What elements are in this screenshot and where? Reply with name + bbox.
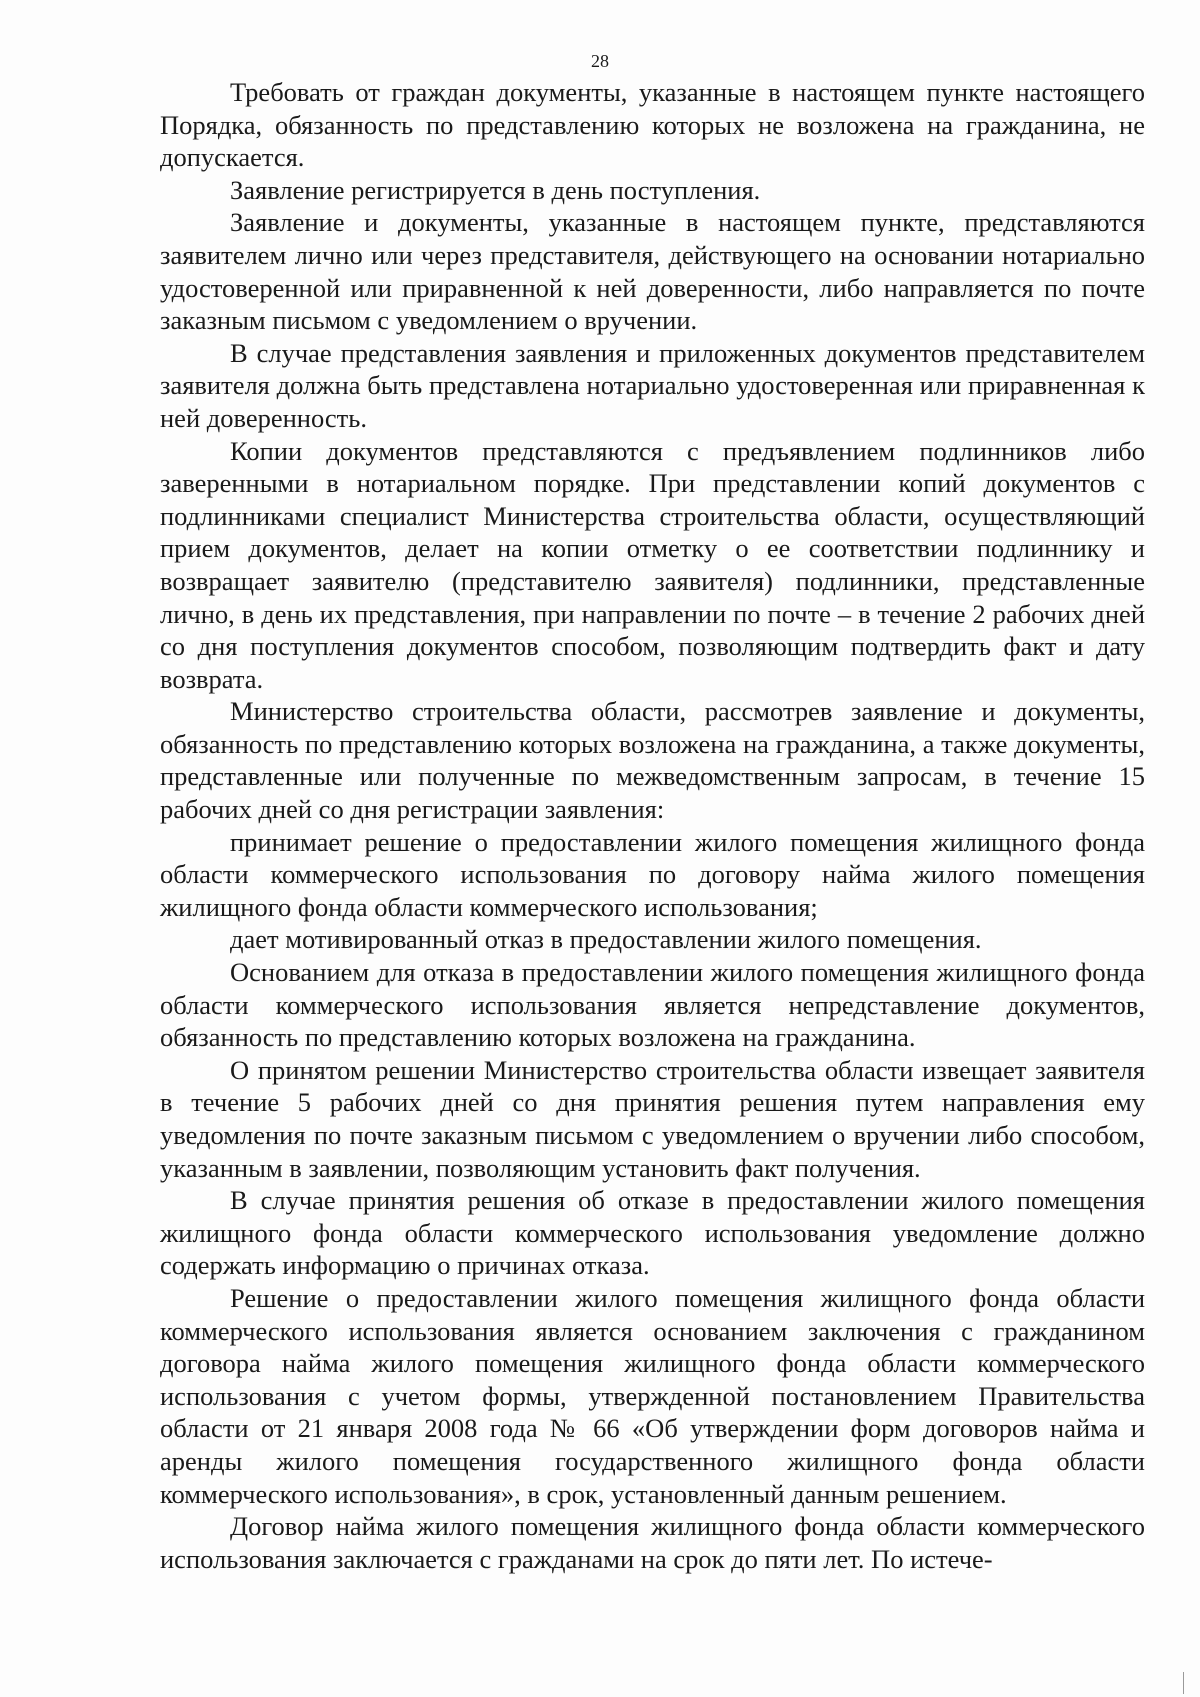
paragraph: Договор найма жилого помещения жилищного фонда области коммерческого использования заключается с гражданами на срок до пяти лет. По истече- — [160, 1511, 1145, 1574]
paragraph: О принятом решении Министерство строительства области извещает заявителя в течение 5 рабочих дней со дня принятия решения путем направления ему уведомления по почте заказным письмом с уведомлением о вручении либо способом, указанным в заявлении, позволяющим установить факт получения. — [160, 1054, 1145, 1183]
paragraph: Заявление и документы, указанные в настоящем пункте, представляются заявителем лично или через представителя, действующего на основании нотариально удостоверенной или приравненной к ней доверенности, либо направляется по почте заказным письмом с уведомлением о вручении. — [160, 207, 1145, 336]
page-number: 28 — [591, 51, 609, 71]
paragraph: В случае представления заявления и приложенных документов представителем заявителя должна быть представлена нотариально удостоверенная или приравненная к ней доверенность. — [160, 337, 1145, 433]
paragraph: дает мотивированный отказ в предоставлении жилого помещения. — [230, 924, 982, 955]
paragraph: Требовать от граждан документы, указанные в настоящем пункте настоящего Порядка, обязанность по представлению которых не возложена на гражданина, не допускается. — [160, 77, 1145, 173]
body-text — [160, 76, 1145, 1575]
scan-artifact — [1183, 1672, 1184, 1694]
paragraph: Министерство строительства области, рассмотрев заявление и документы, обязанность по представлению которых возложена на гражданина, а также документы, представленные или полученные по межведомственным запросам, в течение 15 рабочих дней со дня регистрации заявления: — [160, 696, 1145, 825]
paragraph: В случае принятия решения об отказе в предоставлении жилого помещения жилищного фонда области коммерческого использования уведомление должно содержать информацию о причинах отказа. — [160, 1185, 1145, 1281]
paragraph: Заявление регистрируется в день поступления. — [230, 174, 761, 205]
paragraph: принимает решение о предоставлении жилого помещения жилищного фонда области коммерческого использования по договору найма жилого помещения жилищного фонда области коммерческого использования; — [160, 826, 1145, 922]
paragraph: Копии документов представляются с предъявлением подлинников либо заверенными в нотариальном порядке. При представлении копий документов с подлинниками специалист Министерства строительства области, осуществляющий прием документов, делает на копии отметку о ее соответствии подлиннику и возвращает заявителю (представителю заявителя) подлинники, представленные лично, в день их представления, при направлении по почте – в течение 2 рабочих дней со дня поступления документов способом, позволяющим подтвердить факт и дату возврата. — [160, 435, 1145, 694]
paragraph: Основанием для отказа в предоставлении жилого помещения жилищного фонда области коммерческого использования является непредставление документов, обязанность по представлению которых возложена на гражданина. — [160, 957, 1145, 1053]
paragraph: Решение о предоставлении жилого помещения жилищного фонда области коммерческого использования является основанием заключения с гражданином договора найма жилого помещения жилищного фонда области коммерческого использования с учетом формы, утвержденной постановлением Правительства области от 21 января 2008 года № 66 «Об утверждении форм договоров найма и аренды жилого помещения государственного жилищного фонда области коммерческого использования», в срок, установленный данным решением. — [160, 1282, 1145, 1509]
